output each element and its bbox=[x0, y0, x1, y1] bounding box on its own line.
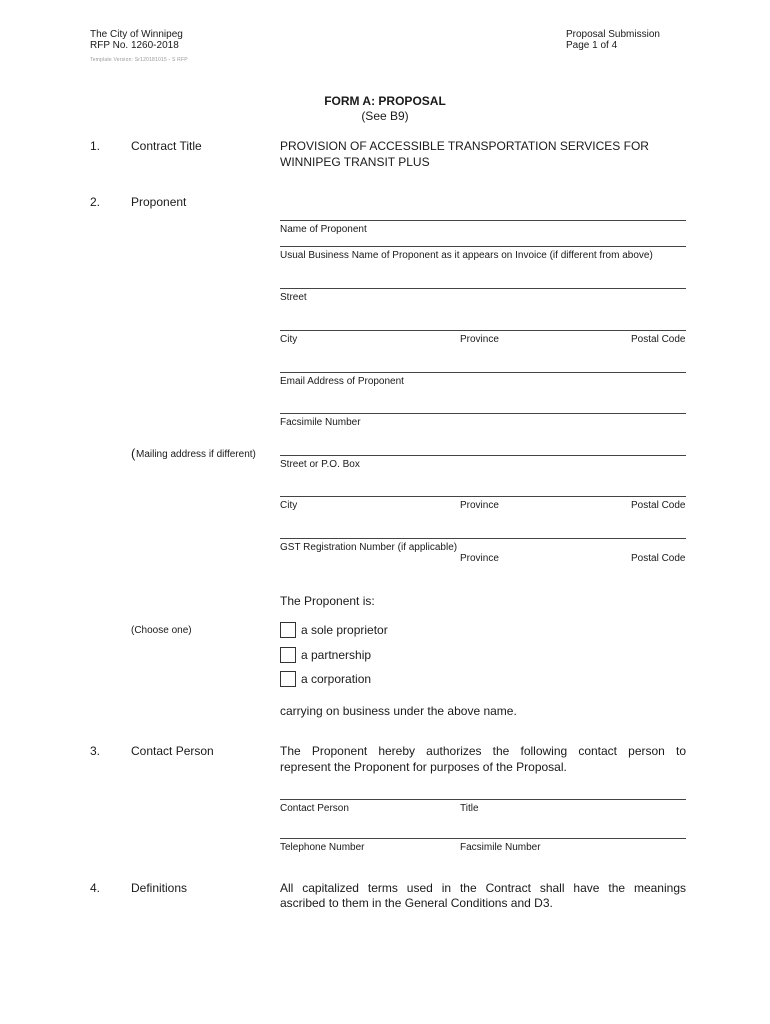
gst-line[interactable] bbox=[280, 538, 686, 539]
telephone-line[interactable] bbox=[280, 838, 686, 839]
contract-title-line2: WINNIPEG TRANSIT PLUS bbox=[280, 155, 430, 169]
definitions-line2: ascribed to them in the General Conditions and D3. bbox=[280, 896, 553, 910]
mailing-province-caption: Province bbox=[460, 500, 499, 511]
mailing-address-label: Mailing address if different) bbox=[136, 449, 256, 460]
mailing-city-caption: City bbox=[280, 500, 298, 511]
section-4-number: 4. bbox=[90, 881, 101, 895]
section-3-number: 3. bbox=[90, 744, 101, 758]
email-line[interactable] bbox=[280, 372, 686, 373]
section-1-number: 1. bbox=[90, 139, 101, 153]
street-po-line[interactable] bbox=[280, 455, 686, 456]
city-province-postal-line[interactable] bbox=[280, 330, 686, 331]
sole-proprietor-label: a sole proprietor bbox=[301, 623, 388, 637]
header-city: The City of Winnipeg bbox=[90, 29, 183, 40]
usual-business-name-line[interactable] bbox=[280, 246, 686, 247]
section-4-label: Definitions bbox=[131, 881, 188, 895]
section-1-label: Contract Title bbox=[131, 139, 202, 153]
form-title: FORM A: PROPOSAL bbox=[324, 94, 446, 108]
definitions-line1: All capitalized terms used in the Contract shall have the meanings bbox=[280, 881, 686, 895]
fax-caption: Facsimile Number bbox=[280, 417, 361, 428]
province-caption: Province bbox=[460, 334, 499, 345]
name-of-proponent-caption: Name of Proponent bbox=[280, 224, 367, 235]
section-2-label: Proponent bbox=[131, 195, 187, 209]
section-3-label: Contact Person bbox=[131, 744, 214, 758]
header-proposal-submission: Proposal Submission bbox=[566, 29, 660, 40]
street-po-caption: Street or P.O. Box bbox=[280, 459, 360, 470]
gst-province-caption: Province bbox=[460, 553, 499, 564]
mailing-postal-code-caption: Postal Code bbox=[631, 500, 686, 511]
gst-caption: GST Registration Number (if applicable) bbox=[280, 542, 458, 553]
header-rfp-number: RFP No. 1260-2018 bbox=[90, 40, 179, 51]
contact-authorization-line2: represent the Proponent for purposes of the Proposal. bbox=[280, 760, 567, 774]
form-subtitle: (See B9) bbox=[361, 109, 409, 123]
contact-fax-caption: Facsimile Number bbox=[460, 842, 541, 853]
contact-person-caption: Contact Person bbox=[280, 803, 349, 814]
carrying-on-business-text: carrying on business under the above name. bbox=[280, 704, 517, 718]
header-page-number: Page 1 of 4 bbox=[566, 40, 618, 51]
gst-postal-code-caption: Postal Code bbox=[631, 553, 686, 564]
contact-authorization-line1: The Proponent hereby authorizes the following contact person to bbox=[280, 744, 686, 758]
mailing-address-paren: ( bbox=[131, 446, 136, 461]
contract-title-line1: PROVISION OF ACCESSIBLE TRANSPORTATION SERVICES FOR bbox=[280, 139, 649, 153]
proponent-is-text: The Proponent is: bbox=[280, 594, 375, 608]
sole-proprietor-checkbox[interactable] bbox=[280, 622, 296, 638]
corporation-label: a corporation bbox=[301, 672, 372, 686]
corporation-checkbox[interactable] bbox=[280, 671, 296, 687]
fax-line[interactable] bbox=[280, 413, 686, 414]
street-caption: Street bbox=[280, 292, 307, 303]
section-2-number: 2. bbox=[90, 195, 101, 209]
name-of-proponent-line[interactable] bbox=[280, 220, 686, 221]
contact-person-line[interactable] bbox=[280, 799, 686, 800]
template-version: Template Version: Sr120181015 - S RFP bbox=[90, 57, 188, 63]
partnership-checkbox[interactable] bbox=[280, 647, 296, 663]
contact-title-caption: Title bbox=[460, 803, 479, 814]
mailing-city-line[interactable] bbox=[280, 496, 686, 497]
email-caption: Email Address of Proponent bbox=[280, 376, 404, 387]
choose-one-label: (Choose one) bbox=[131, 625, 192, 636]
street-line[interactable] bbox=[280, 288, 686, 289]
postal-code-caption: Postal Code bbox=[631, 334, 686, 345]
usual-business-name-caption: Usual Business Name of Proponent as it appears on Invoice (if different from above) bbox=[280, 250, 653, 261]
telephone-caption: Telephone Number bbox=[280, 842, 365, 853]
city-caption: City bbox=[280, 334, 298, 345]
partnership-label: a partnership bbox=[301, 648, 372, 662]
